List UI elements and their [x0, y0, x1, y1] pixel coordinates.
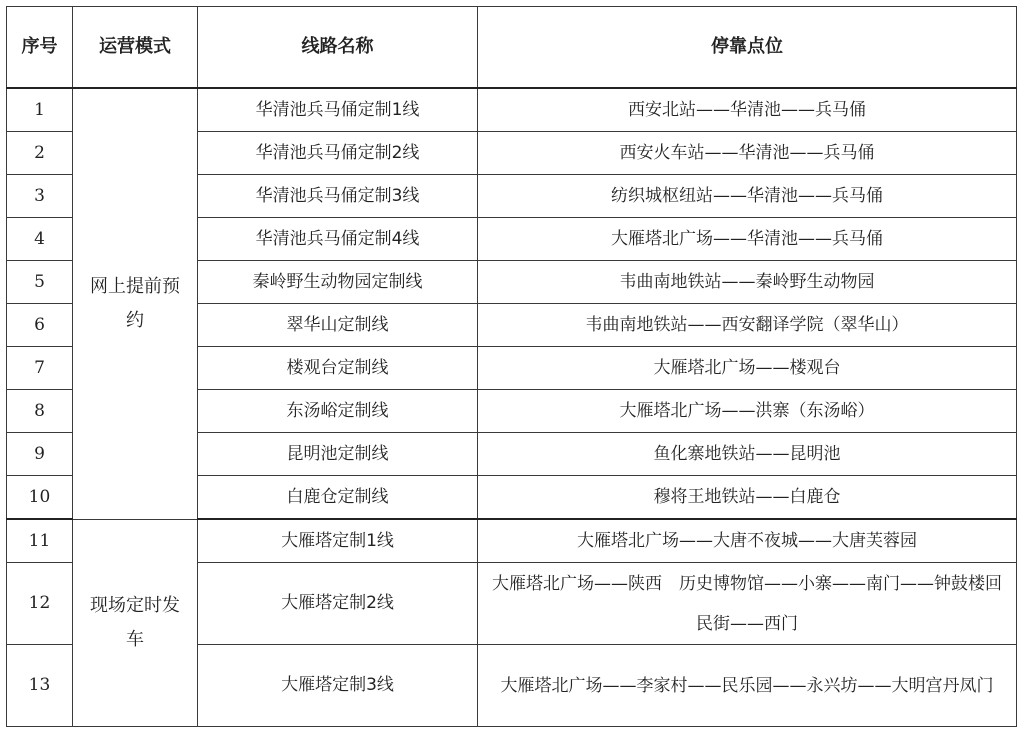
row-no: 8 [7, 390, 73, 433]
route-name: 华清池兵马俑定制1线 [198, 88, 478, 132]
route-stops: 大雁塔北广场——华清池——兵马俑 [478, 218, 1017, 261]
route-stops: 大雁塔北广场——李家村——民乐园——永兴坊——大明宫丹凤门 [478, 645, 1017, 727]
row-no: 9 [7, 433, 73, 476]
header-stops: 停靠点位 [478, 7, 1017, 89]
route-stops: 西安北站——华清池——兵马俑 [478, 88, 1017, 132]
route-stops: 韦曲南地铁站——西安翻译学院（翠华山） [478, 304, 1017, 347]
header-no: 序号 [7, 7, 73, 89]
row-no: 7 [7, 347, 73, 390]
row-no: 13 [7, 645, 73, 727]
mode-cell-online: 网上提前预约 [73, 88, 198, 519]
route-name: 东汤峪定制线 [198, 390, 478, 433]
route-name: 翠华山定制线 [198, 304, 478, 347]
row-no: 1 [7, 88, 73, 132]
route-name: 大雁塔定制2线 [198, 563, 478, 645]
route-stops: 大雁塔北广场——大唐不夜城——大唐芙蓉园 [478, 519, 1017, 563]
route-name: 昆明池定制线 [198, 433, 478, 476]
route-stops: 韦曲南地铁站——秦岭野生动物园 [478, 261, 1017, 304]
mode-cell-onsite: 现场定时发车 [73, 519, 198, 727]
row-no: 5 [7, 261, 73, 304]
row-no: 3 [7, 175, 73, 218]
route-name: 楼观台定制线 [198, 347, 478, 390]
route-name: 大雁塔定制1线 [198, 519, 478, 563]
row-no: 2 [7, 132, 73, 175]
header-mode: 运营模式 [73, 7, 198, 89]
route-name: 秦岭野生动物园定制线 [198, 261, 478, 304]
table-row [7, 88, 1017, 132]
route-stops: 鱼化寨地铁站——昆明池 [478, 433, 1017, 476]
route-stops: 大雁塔北广场——陕西 历史博物馆——小寨——南门——钟鼓楼回民街——西门 [478, 563, 1017, 645]
route-name: 白鹿仓定制线 [198, 476, 478, 520]
table-row [7, 519, 1017, 563]
row-no: 10 [7, 476, 73, 520]
bus-routes-table [6, 6, 1017, 727]
row-no: 4 [7, 218, 73, 261]
route-stops: 大雁塔北广场——楼观台 [478, 347, 1017, 390]
table-header-row [7, 7, 1017, 89]
row-no: 12 [7, 563, 73, 645]
route-name: 华清池兵马俑定制4线 [198, 218, 478, 261]
route-stops: 穆将王地铁站——白鹿仓 [478, 476, 1017, 520]
route-name: 华清池兵马俑定制2线 [198, 132, 478, 175]
route-name: 华清池兵马俑定制3线 [198, 175, 478, 218]
header-route: 线路名称 [198, 7, 478, 89]
row-no: 6 [7, 304, 73, 347]
route-stops: 纺织城枢纽站——华清池——兵马俑 [478, 175, 1017, 218]
row-no: 11 [7, 519, 73, 563]
route-stops: 大雁塔北广场——洪寨（东汤峪） [478, 390, 1017, 433]
route-name: 大雁塔定制3线 [198, 645, 478, 727]
route-stops: 西安火车站——华清池——兵马俑 [478, 132, 1017, 175]
